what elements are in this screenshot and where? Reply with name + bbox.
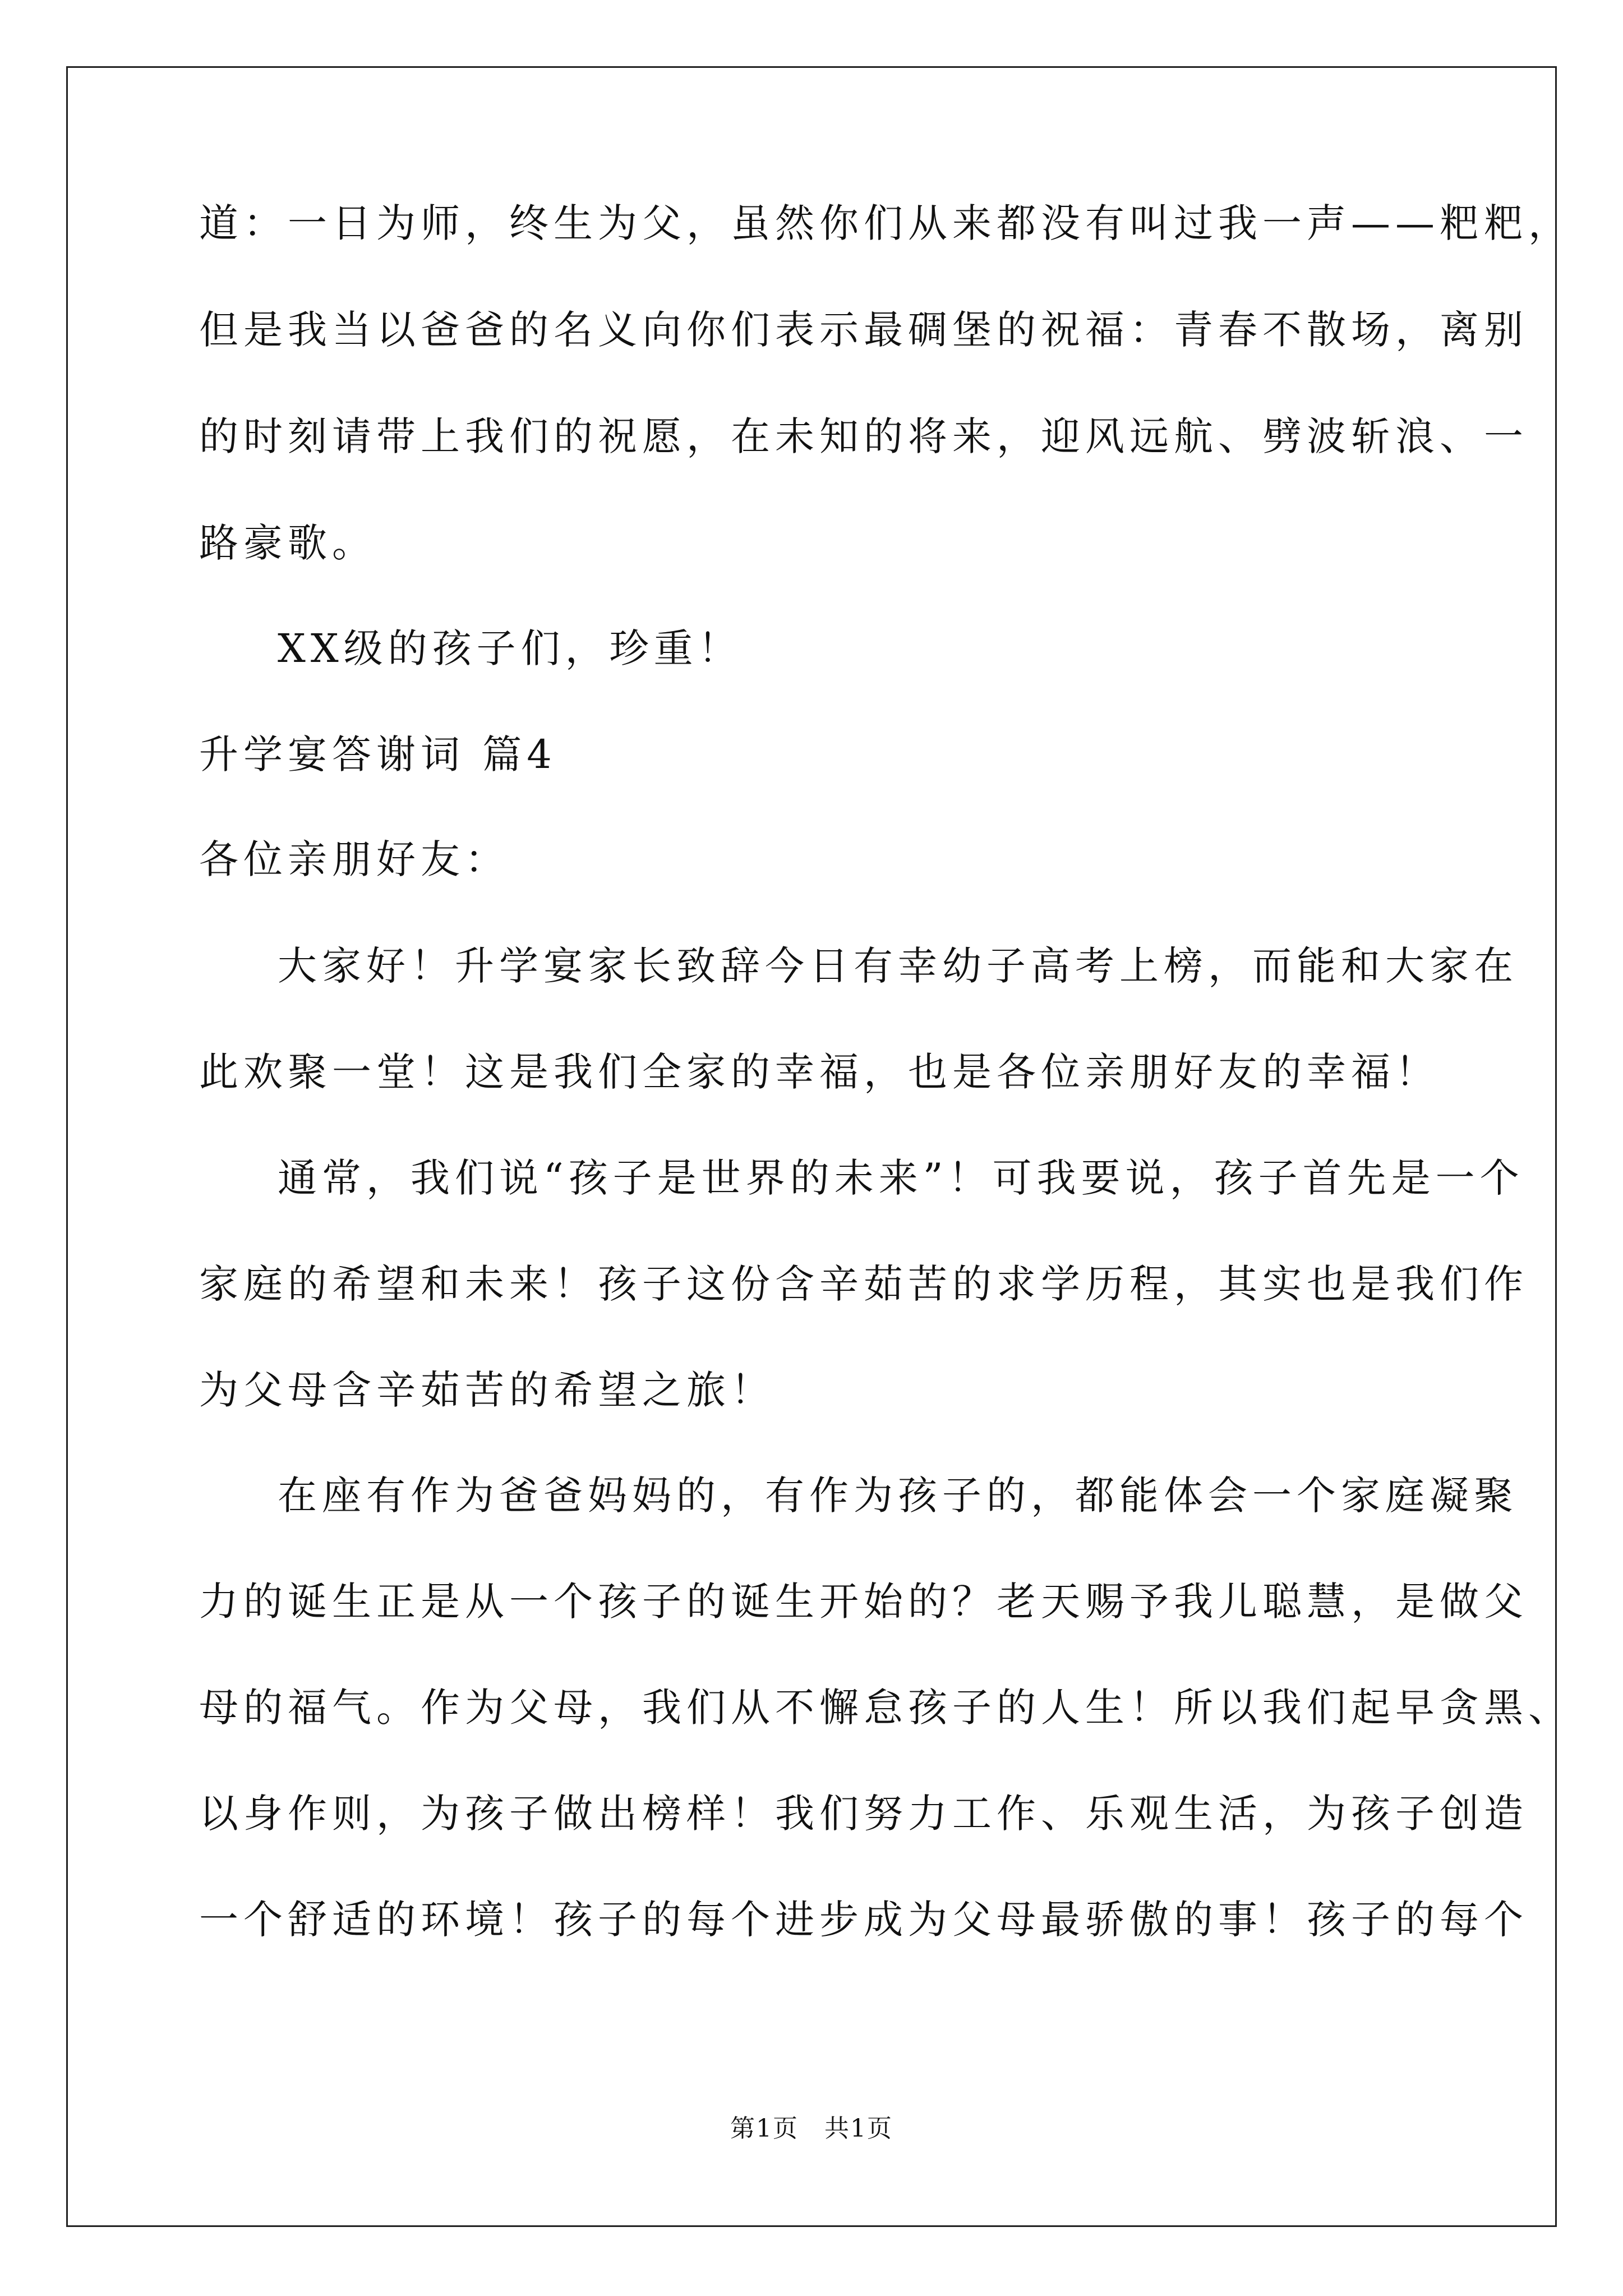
text-line: 通常，我们说“孩子是世界的未来”！可我要说，孩子首先是一个 [278,1155,1524,1201]
text-line: 此欢聚一堂！这是我们全家的幸福，也是各位亲朋好友的幸福！ [199,1049,1440,1095]
page-number-footer: 第1页 共1页 [730,2114,893,2143]
text-line: 以身作则，为孩子做出榜样！我们努力工作、乐观生活，为孩子创造 [199,1791,1528,1837]
text-line: 在座有作为爸爸妈妈的，有作为孩子的，都能体会一个家庭凝聚 [278,1473,1518,1519]
text-line: 为父母含辛茹苦的希望之旅！ [199,1367,775,1413]
text-line: 路豪歌。 [199,520,376,566]
text-line: 但是我当以爸爸的名义向你们表示最碉堡的祝福：青春不散场，离别 [199,307,1528,353]
text-line: XX级的孩子们，珍重！ [278,625,743,671]
text-line: 母的福气。作为父母，我们从不懈怠孩子的人生！所以我们起早贪黑、 [199,1685,1573,1731]
salutation: 各位亲朋好友： [199,836,509,882]
section-heading: 升学宴答谢词 篇4 [199,731,557,777]
text-line: 一个舒适的环境！孩子的每个进步成为父母最骄傲的事！孩子的每个 [199,1897,1528,1943]
text-line: 的时刻请带上我们的祝愿，在未知的将来，迎风远航、劈波斩浪、一 [199,413,1528,459]
text-line: 家庭的希望和未来！孩子这份含辛茹苦的求学历程，其实也是我们作 [199,1261,1528,1307]
text-line: 大家好！升学宴家长致辞今日有幸幼子高考上榜，而能和大家在 [278,943,1518,989]
text-line: 力的诞生正是从一个孩子的诞生开始的？老天赐予我儿聪慧，是做父 [199,1579,1528,1625]
text-line: 道：一日为师，终生为父，虽然你们从来都没有叫过我一声——粑粑， [199,200,1573,246]
